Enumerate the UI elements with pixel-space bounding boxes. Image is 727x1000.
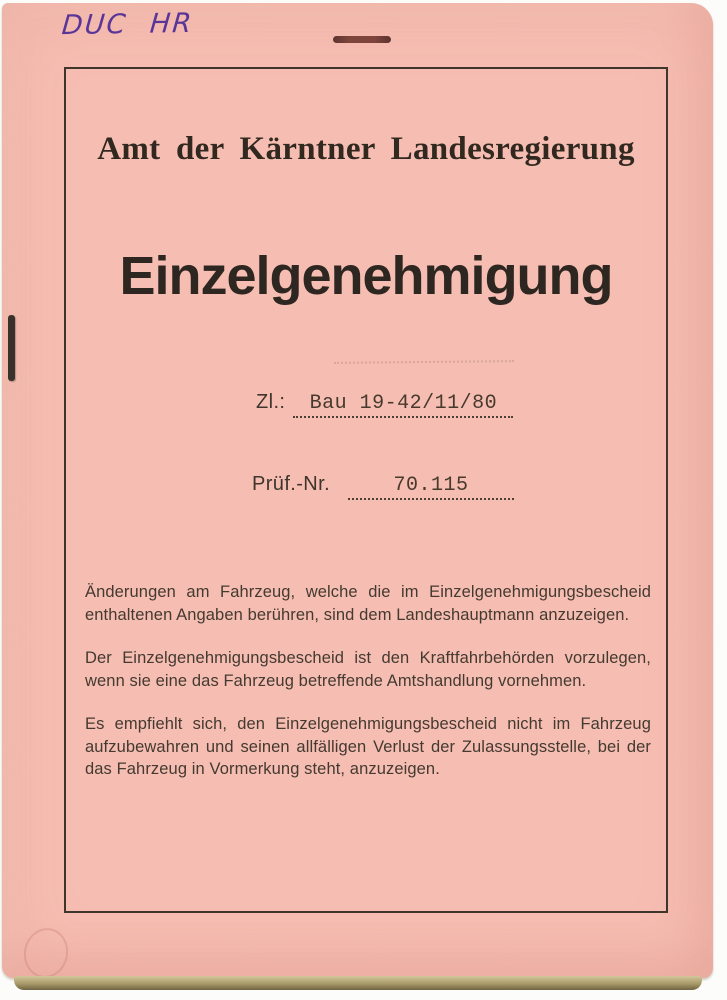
paragraph-authorities: Der Einzelgenehmigungsbescheid ist den Kraftfahrbehörden vorzulegen, wenn sie eine das Fahrzeug betreffende Amtshandlung vornehmen. [85, 649, 651, 690]
zl-label: Zl.: [256, 391, 286, 413]
notice-paragraphs [85, 581, 651, 802]
staple-mark-top [333, 36, 391, 43]
booklet-pages-edge [14, 976, 702, 990]
pruef-value: 70.115 [348, 474, 514, 500]
document-frame [64, 67, 668, 913]
ring-smudge [19, 924, 72, 982]
paragraph-changes: Änderungen am Fahrzeug, welche die im Einzelgenehmigungsbescheid enthaltenen Angaben berühren, sind dem Landeshauptmann anzuzeigen. [85, 583, 651, 624]
zl-value: Bau 19-42/11/80 [293, 392, 513, 418]
paragraph-recommendation: Es empfiehlt sich, den Einzelgenehmigungsbescheid nicht im Fahrzeug aufzubewahren und seinen allfälligen Verlust der Zulassungsstelle, bei der das Fahrzeug in Vormerkung steht, anzuzeigen. [85, 715, 651, 778]
pruef-label: Prüf.-Nr. [252, 473, 331, 495]
staple-left [8, 315, 15, 381]
field-row-zl [256, 391, 513, 418]
booklet-cover [2, 3, 713, 978]
document-title: Einzelgenehmigung [119, 246, 613, 306]
smudge-mark [334, 360, 514, 368]
field-row-pruef [252, 473, 514, 500]
agency-title: Amt der Kärntner Landesregierung [97, 131, 635, 167]
handwritten-note: DUC HR [60, 7, 195, 42]
